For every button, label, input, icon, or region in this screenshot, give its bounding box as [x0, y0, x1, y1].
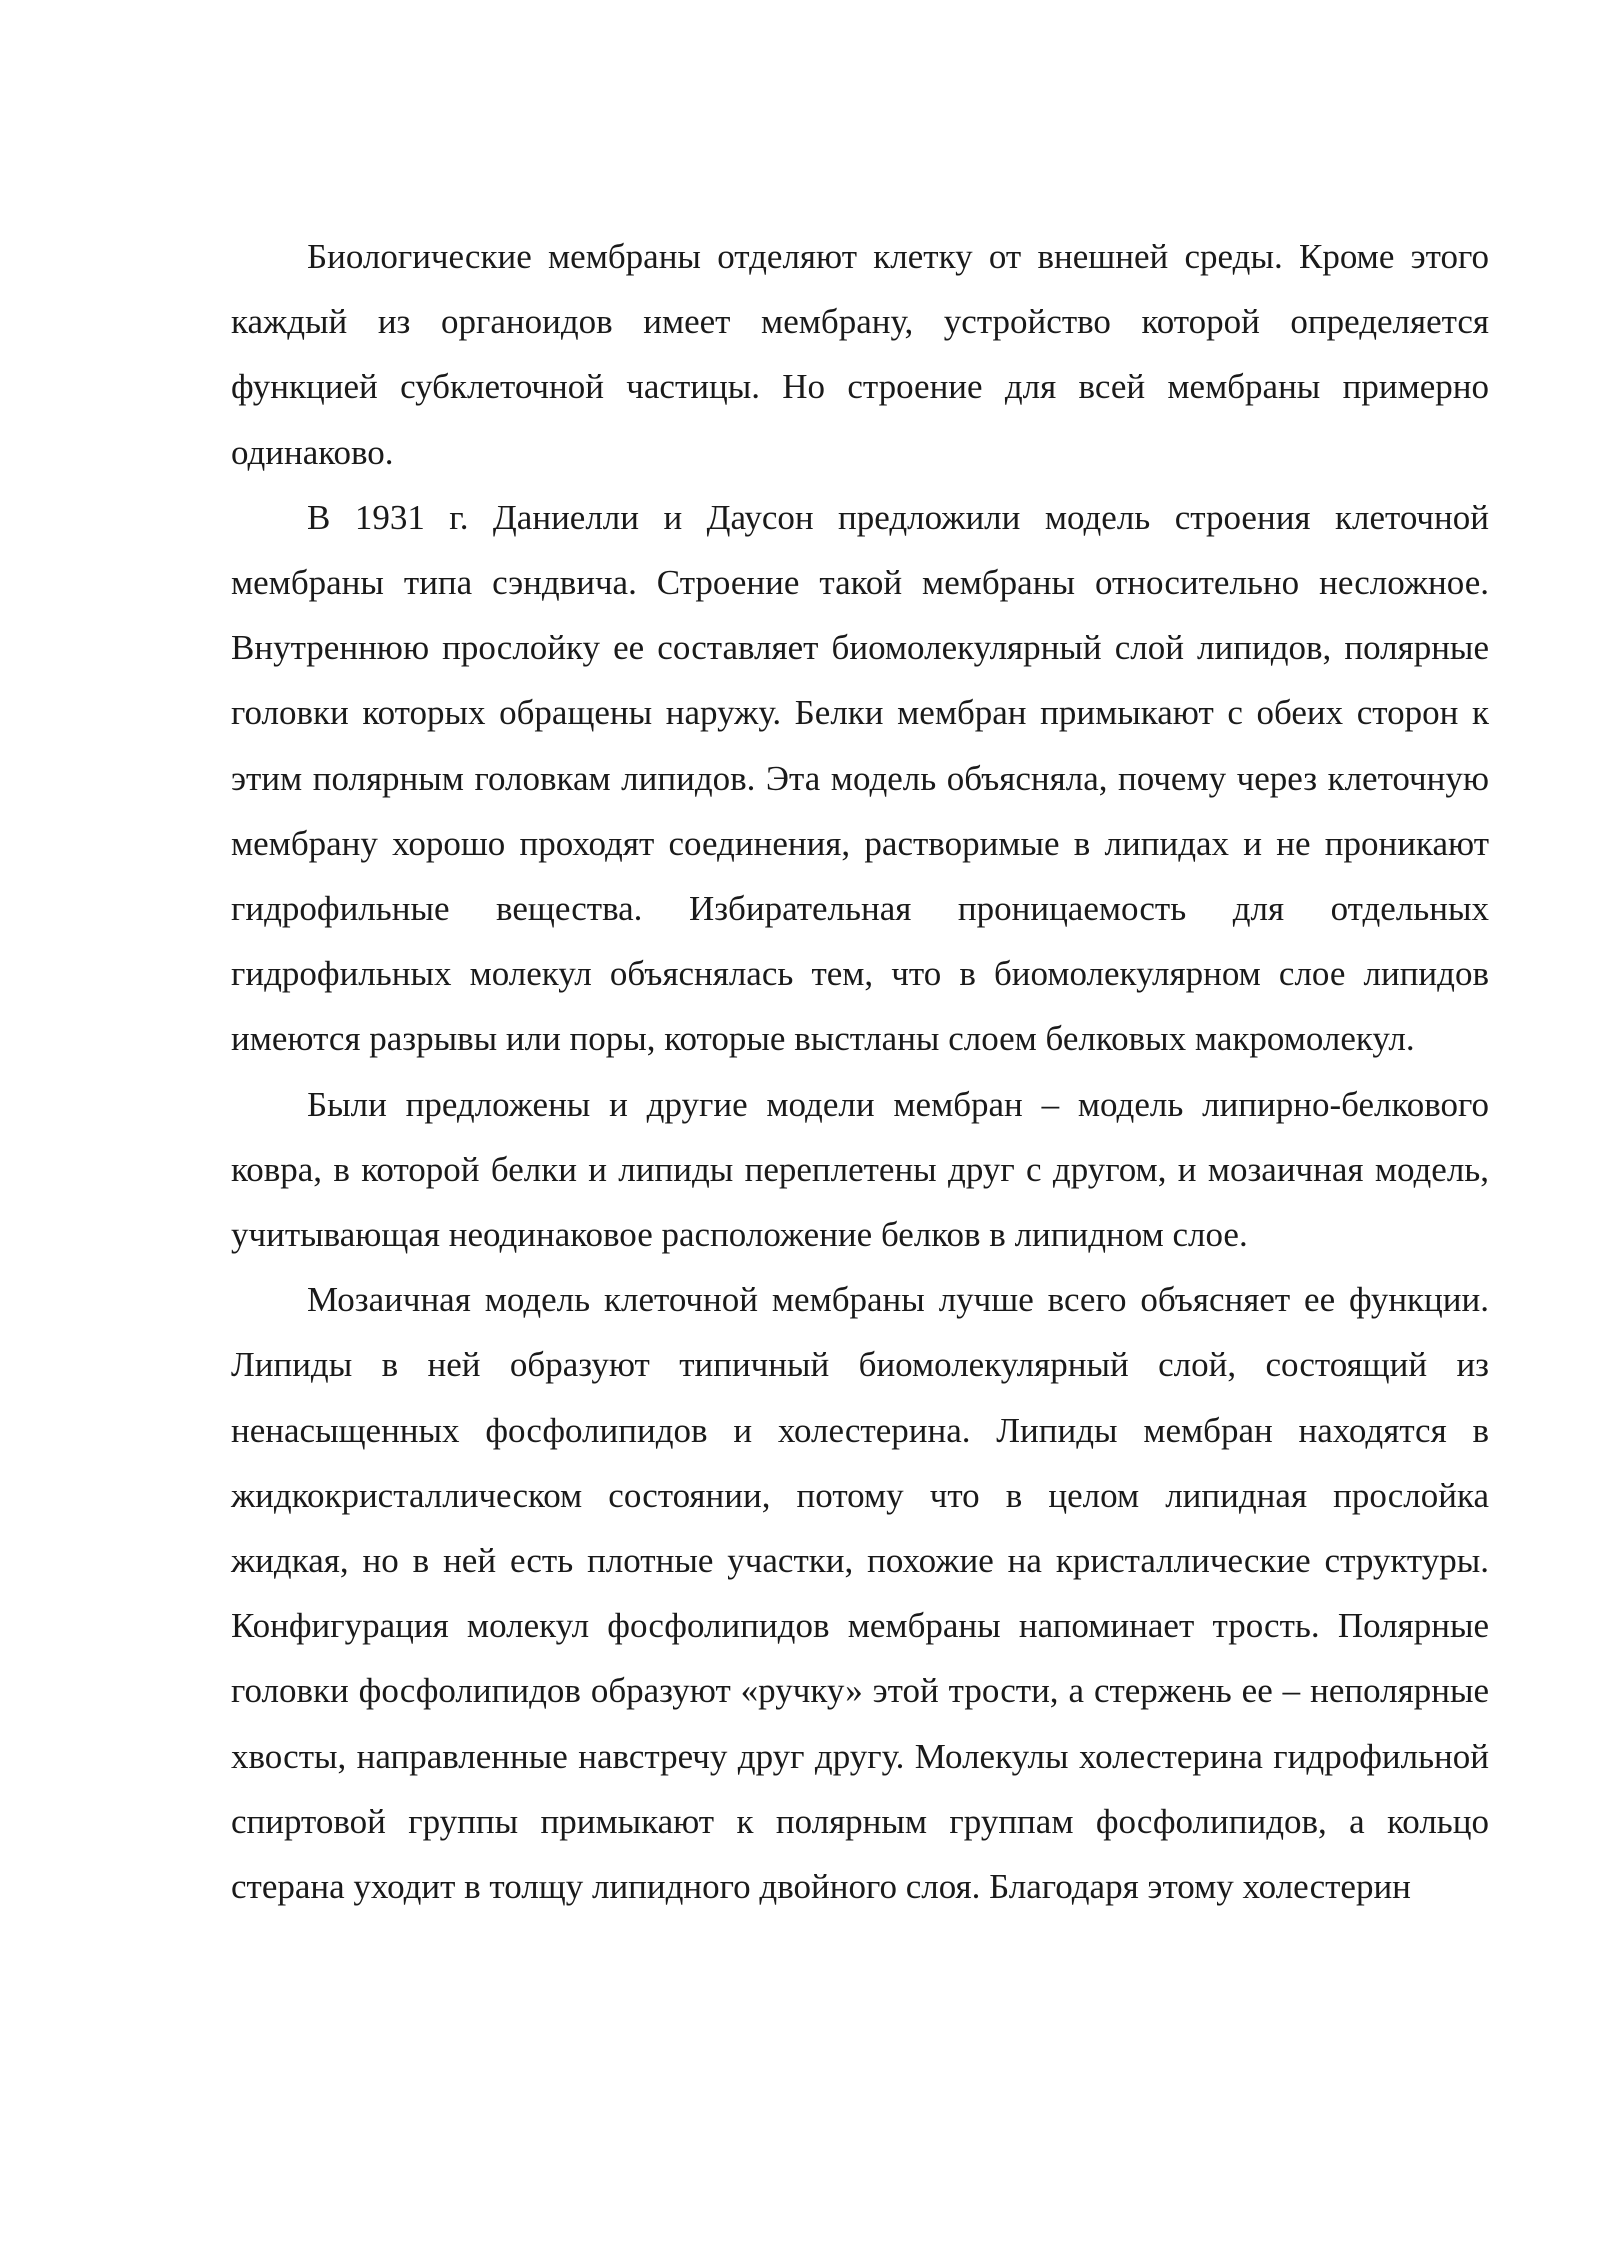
paragraph-membranes-intro: Биологические мембраны отделяют клетку от внешней среды. Кроме этого каждый из органоидов имеет мембрану, устройство которой определяется функцией субклеточной частицы. Но строение для всей мембраны примерно одинаково.: [231, 237, 1489, 472]
paragraph-mosaic-model: Мозаичная модель клеточной мембраны лучше всего объясняет ее функции. Липиды в ней образуют типичный биомолекулярный слой, состоящий из ненасыщенных фосфолипидов и холестерина. Липиды мембран находятся в жидкокристаллическом состоянии, потому что в целом липидная прослойка жидкая, но в ней есть плотные участки, похожие на кристаллические структуры. Конфигурация молекул фосфолипидов мембраны напоминает трость. Полярные головки фосфолипидов образуют «ручку» этой трости, а стержень ее – неполярные хвосты, направленные навстречу друг другу. Молекулы холестерина гидрофильной спиртовой группы примыкают к полярным группам фосфолипидов, а кольцо стерана уходит в толщу липидного двойного слоя. Благодаря этому холестерин: [231, 1280, 1489, 1907]
paragraph-other-models: Были предложены и другие модели мембран – модель липирно-белкового ковра, в которой белки и липиды переплетены друг с другом, и мозаичная модель, учитывающая неодинаковое расположение белков в липидном слое.: [231, 1084, 1489, 1255]
paragraph-sandwich-model: В 1931 г. Даниелли и Даусон предложили модель строения клеточной мембраны типа сэндвича. Строение такой мембраны относительно несложное. Внутреннюю прослойку ее составляет биомолекулярный слой липидов, полярные головки которых обращены наружу. Белки мембран примыкают с обеих сторон к этим полярным головкам липидов. Эта модель объясняла, почему через клеточную мембрану хорошо проходят соединения, растворимые в липидах и не проникают гидрофильные вещества. Избирательная проницаемость для отдельных гидрофильных молекул объяснялась тем, что в биомолекулярном слое липидов имеются разрывы или поры, которые выстланы слоем белковых макромолекул.: [231, 497, 1489, 1059]
document-body: [231, 224, 1489, 1919]
